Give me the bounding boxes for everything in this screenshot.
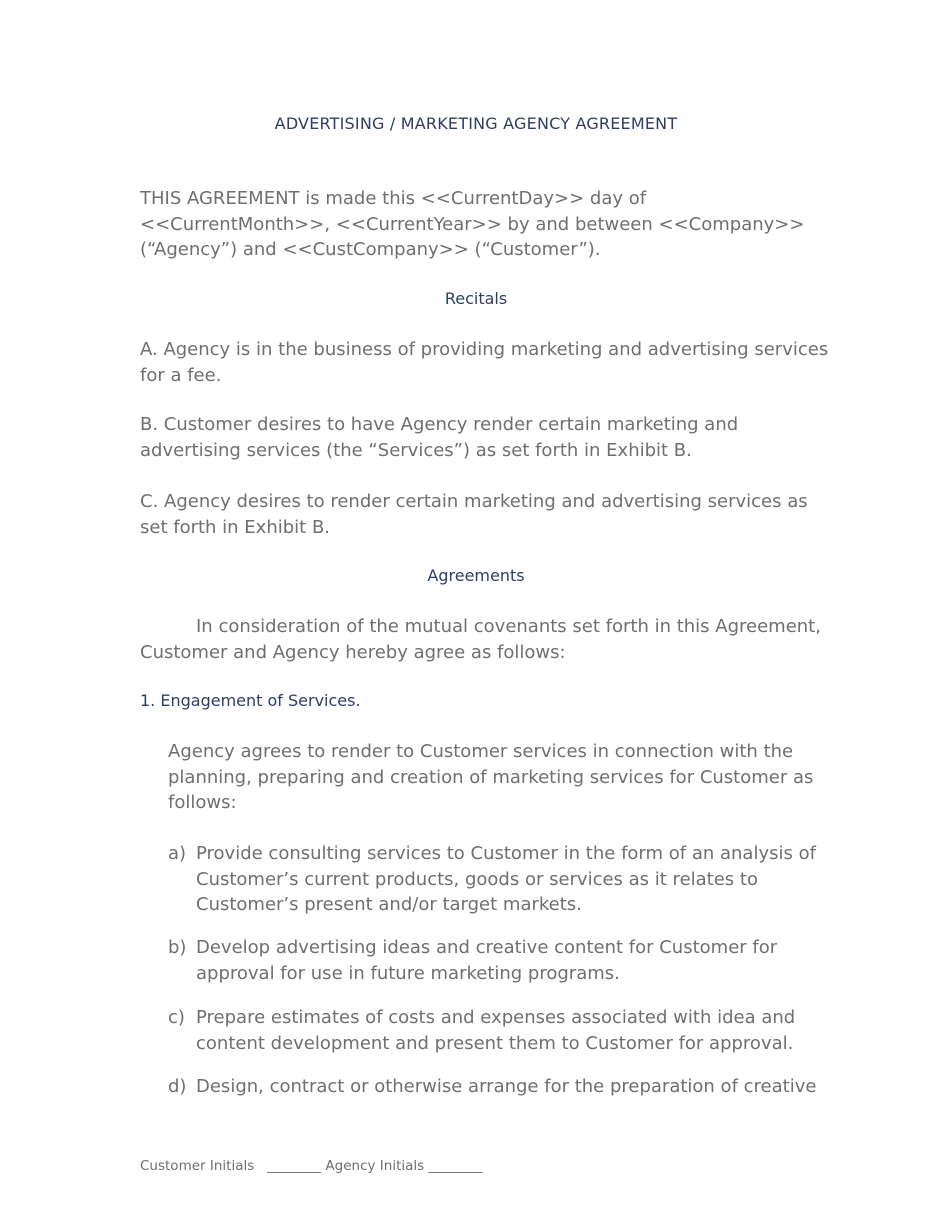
list-item-text: Develop advertising ideas and creative content for Customer for approval for use in future marketing programs. (196, 937, 778, 984)
list-item-c (168, 1005, 828, 1056)
list-item-label: d) (168, 1076, 187, 1097)
list-item-label: a) (168, 843, 187, 864)
recital-b: B. Customer desires to have Agency render certain marketing and advertising services (the “Services”) as set forth in Exhibit B. (140, 414, 739, 461)
initials-footer: Customer Initials ________ Agency Initials ________ (140, 1158, 483, 1174)
list-item-text: Design, contract or otherwise arrange for the preparation of creative (196, 1076, 817, 1097)
list-item-text: Provide consulting services to Customer in the form of an analysis of Customer’s current products, goods or services as it relates to Customer’s present and/or target markets. (196, 843, 816, 915)
document-title: ADVERTISING / MARKETING AGENCY AGREEMENT (274, 114, 678, 133)
agreements-intro: In consideration of the mutual covenants set forth in this Agreement, Customer and Agency hereby agree as follows: (140, 616, 821, 663)
list-item-label: c) (168, 1007, 185, 1028)
recital-a: A. Agency is in the business of providing marketing and advertising services for a fee. (140, 339, 829, 386)
list-item-label: b) (168, 937, 187, 958)
list-item-b (168, 935, 828, 986)
section-1-body: Agency agrees to render to Customer services in connection with the planning, preparing and creation of marketing services for Customer as follows: (168, 741, 814, 813)
list-item-a (168, 841, 828, 918)
list-item-d (168, 1074, 828, 1100)
list-item-text: Prepare estimates of costs and expenses associated with idea and content development and present them to Customer for approval. (196, 1007, 796, 1054)
agreements-heading: Agreements (427, 566, 525, 585)
recital-c: C. Agency desires to render certain marketing and advertising services as set forth in Exhibit B. (140, 491, 808, 538)
section-1-title: 1. Engagement of Services. (140, 691, 361, 710)
agreement-intro: THIS AGREEMENT is made this <<CurrentDay>> day of <<CurrentMonth>>, <<CurrentYear>> by and between <<Company>> (“Agency”) and <<CustCompany>> (“Customer”). (140, 188, 805, 260)
recitals-heading: Recitals (444, 289, 508, 308)
